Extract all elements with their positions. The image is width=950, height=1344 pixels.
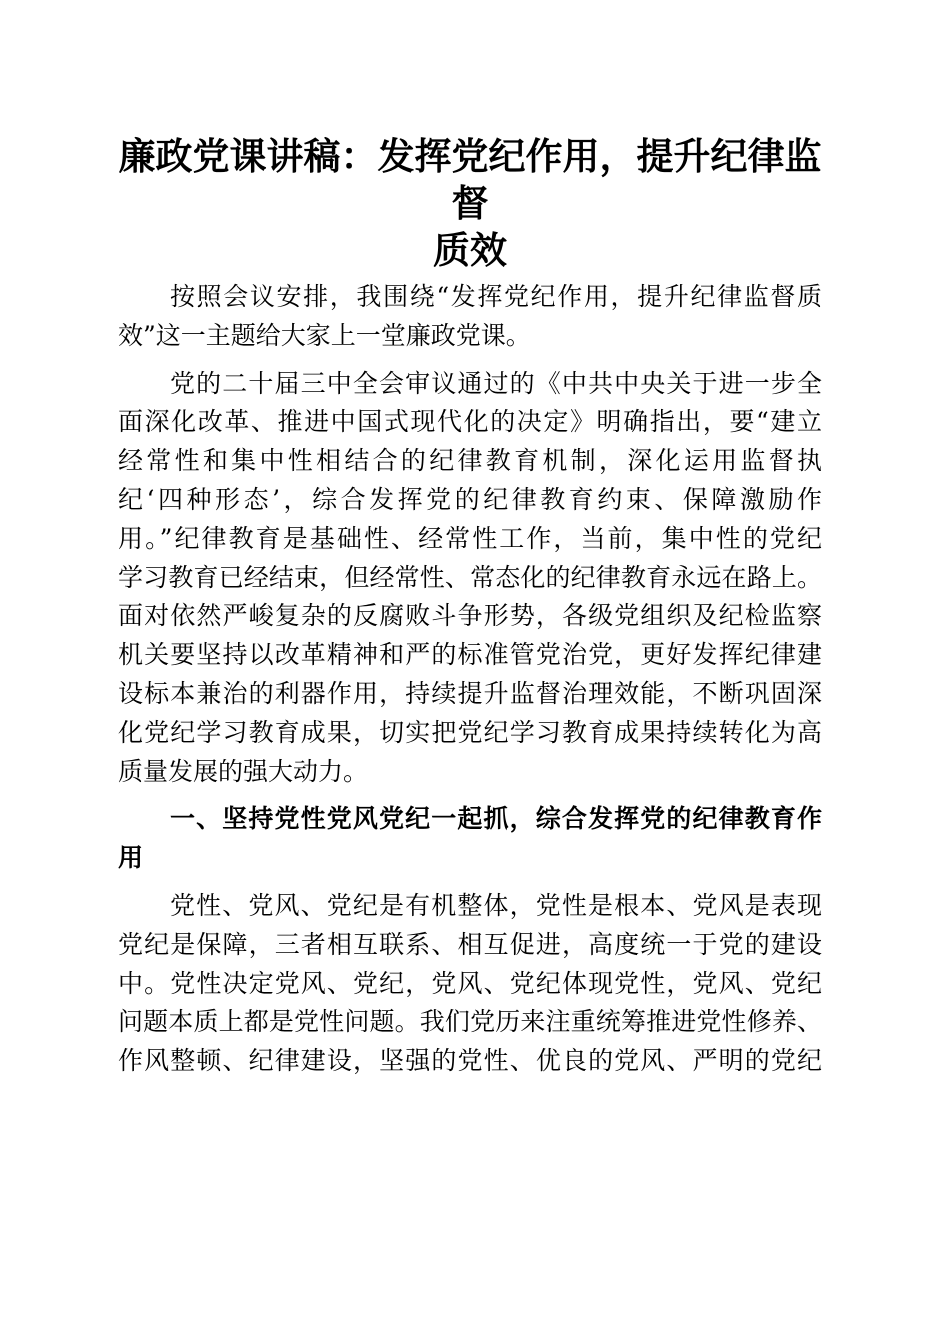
text-line: 面对依然严峻复杂的反腐败斗争形势，各级党组织及纪检监察: [118, 601, 822, 631]
text-line: 党纪是保障，三者相互联系、相互促进，高度统一于党的建设: [118, 929, 822, 959]
paragraph: [118, 365, 822, 792]
text-line: 用。”纪律教育是基础性、经常性工作，当前，集中性的党纪: [118, 523, 822, 553]
paragraph: [118, 887, 822, 1081]
text-line: 化党纪学习教育成果，切实把党纪学习教育成果持续转化为高: [118, 717, 822, 747]
text-line: 中。党性决定党风、党纪，党风、党纪体现党性，党风、党纪: [118, 968, 822, 998]
title-line: 质效: [433, 228, 507, 272]
text-line: 作风整顿、纪律建设，坚强的党性、优良的党风、严明的党纪: [118, 1046, 822, 1076]
text-line: 纪‘四种形态’，综合发挥党的纪律教育约束、保障激励作: [118, 484, 822, 514]
text-line: 机关要坚持以改革精神和严的标准管党治党，更好发挥纪律建: [118, 640, 822, 670]
document-body: [118, 278, 822, 1090]
text-line: 党的二十届三中全会审议通过的《中共中央关于进一步全: [170, 368, 822, 398]
title-line: 廉政党课讲稿：发挥党纪作用，提升纪律监督: [118, 134, 822, 225]
text-line: 一、坚持党性党风党纪一起抓，综合发挥党的纪律教育作: [170, 804, 822, 834]
paragraph: [118, 278, 822, 356]
section-heading: [118, 800, 822, 878]
text-line: 质量发展的强大动力。: [118, 756, 369, 786]
text-line: 效”这一主题给大家上一堂廉政党课。: [118, 320, 531, 350]
text-line: 党性、党风、党纪是有机整体，党性是根本、党风是表现: [170, 890, 822, 920]
text-line: 学习教育已经结束，但经常性、常态化的纪律教育永远在路上。: [118, 562, 822, 592]
text-line: 经常性和集中性相结合的纪律教育机制，深化运用监督执: [118, 446, 822, 476]
document-title: [110, 133, 830, 274]
text-line: 设标本兼治的利器作用，持续提升监督治理效能，不断巩固深: [118, 678, 822, 708]
text-line: 按照会议安排，我围绕“发挥党纪作用，提升纪律监督质: [170, 282, 822, 311]
text-line: 用: [118, 843, 144, 873]
text-line: 问题本质上都是党性问题。我们党历来注重统筹推进党性修养、: [118, 1007, 822, 1037]
text-line: 面深化改革、推进中国式现代化的决定》明确指出，要“建立: [118, 407, 822, 437]
